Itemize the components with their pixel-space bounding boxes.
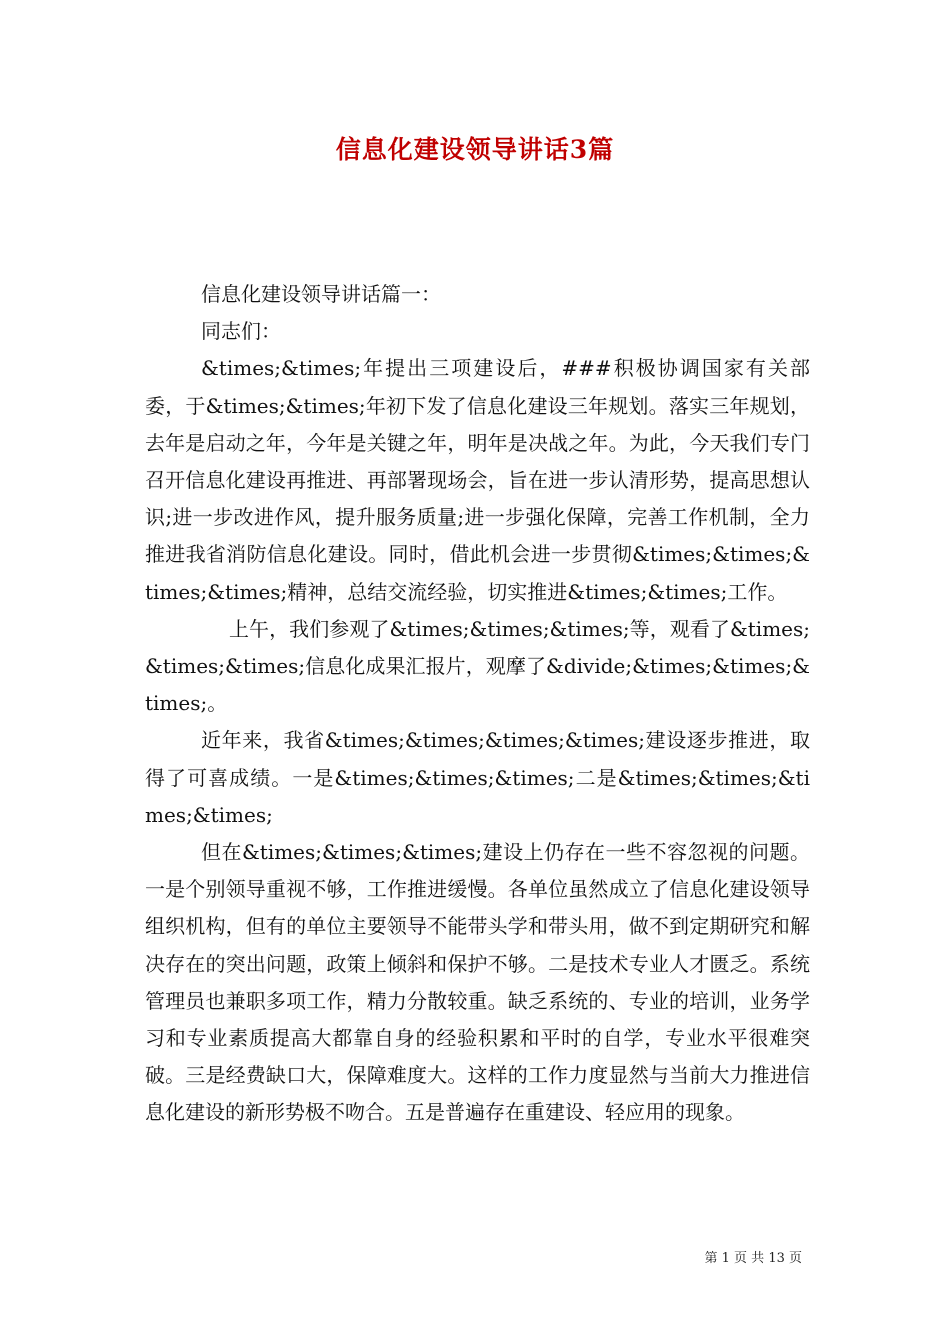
paragraph-intro: &times;&times;年提出三项建设后，###积极协调国家有关部委，于&times;&times;年初下发了信息化建设三年规划。落实三年规划，去年是启动之年，今年是关键之年，明年是决战之年。为此，今天我们专门召开信息化建设再推进、再部署现场会，旨在进一步认清形势，提高思想认识;进一步改进作风，提升服务质量;进一步强化保障，完善工作机制，全力推进我省消防信息化建设。同时，借此机会进一步贯彻&times;&times;&times;&times;精神，总结交流经验，切实推进&times;&times;工作。 (145, 356, 810, 604)
salutation: 同志们： (201, 319, 281, 344)
paragraph-problems: 但在&times;&times;&times;建设上仍存在一些不容忽视的问题。一是个别领导重视不够，工作推进缓慢。各单位虽然成立了信息化建设领导组织机构，但有的单位主要领导不能带头学和带头用，做不到定期研究和解决存在的突出问题，政策上倾斜和保护不够。二是技术专业人才匮乏。系统管理员也兼职多项工作，精力分散较重。缺乏系统的、专业的培训，业务学习和专业素质提高大都靠自身的经验积累和平时的自学，专业水平很难突破。三是经费缺口大，保障难度大。这样的工作力度显然与当前大力推进信息化建设的新形势极不吻合。五是普遍存在重建设、轻应用的现象。 (145, 840, 810, 1125)
paragraph-morning-visit: 上午，我们参观了&times;&times;&times;等，观看了&times;&times;&times;信息化成果汇报片，观摩了&divide;&times;&times;&times;。 (145, 616, 810, 716)
section-heading: 信息化建设领导讲话篇一： (201, 282, 441, 306)
document-body (145, 276, 810, 1132)
page-number: 第 1 页 共 13 页 (704, 1251, 802, 1266)
document-title: 信息化建设领导讲话3篇 (335, 135, 615, 164)
paragraph-achievements: 近年来，我省&times;&times;&times;&times;建设逐步推进，取得了可喜成绩。一是&times;&times;&times;二是&times;&times;&times;&times; (145, 728, 810, 827)
